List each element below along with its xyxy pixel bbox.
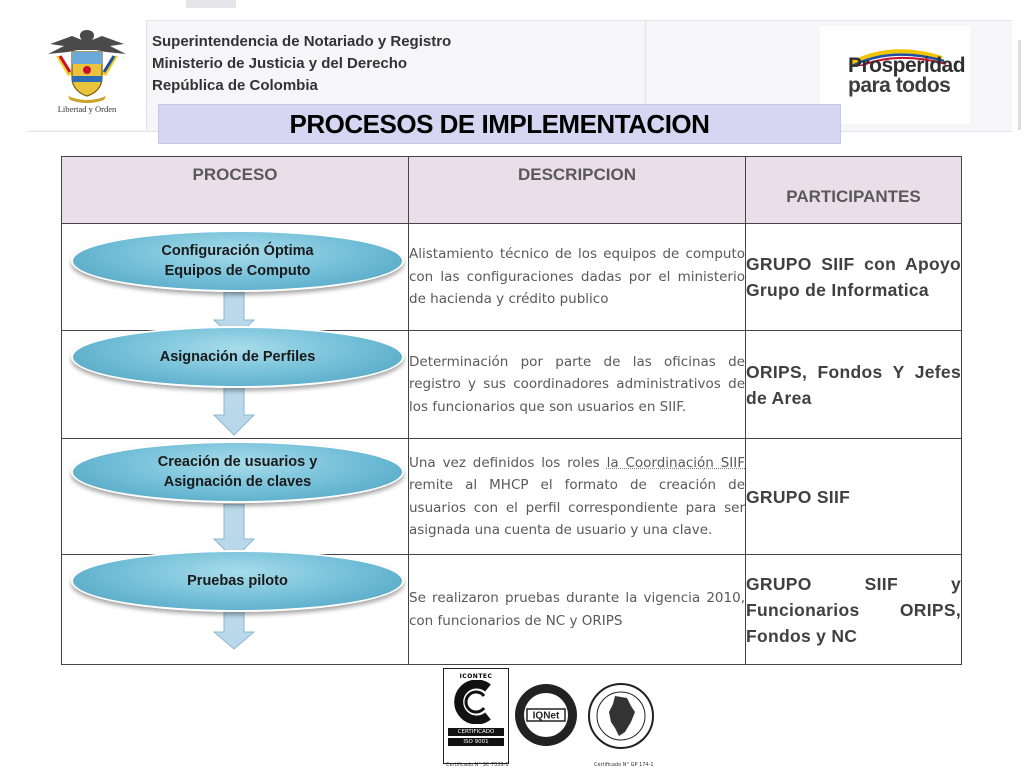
org-line-3: República de Colombia (152, 77, 318, 94)
participantes-cell: GRUPO SIIF (746, 439, 962, 555)
iqnet-text: IQNet (532, 710, 560, 722)
process-oval-perfiles: Asignación de Perfiles (71, 326, 404, 388)
header-proceso: PROCESO (62, 157, 409, 224)
descripcion-part-c: remite al MHCP el formato de creación de usuarios con el perfil correspondiente para ser asignada una cuenta de usuario y una clave. (409, 477, 745, 538)
coordinacion-siif-link: la Coordinación SIIF (606, 454, 745, 471)
org-line-2: Ministerio de Justicia y del Derecho (152, 55, 408, 72)
edge-line (1018, 40, 1021, 130)
header-descripcion: DESCRIPCION (409, 157, 746, 224)
descripcion-part-a: Una vez definidos los roles (409, 454, 607, 471)
descripcion-cell (409, 439, 746, 555)
participantes-cell: GRUPO SIIF y Funcionarios ORIPS, Fondos y NC (746, 555, 962, 665)
colombia-map-seal-icon (587, 682, 655, 750)
org-line-1: Superintendencia de Notariado y Registro (152, 33, 452, 50)
org-lines (152, 31, 451, 97)
icontec-c-icon (444, 680, 508, 724)
participantes-cell: ORIPS, Fondos Y Jefes de Area (746, 331, 962, 439)
iqnet-cert-caption: Certificado N° GP 174-1 (594, 762, 654, 768)
process-oval-configuracion: Configuración Óptima Equipos de Computo (71, 230, 404, 292)
slogan-logo (820, 26, 970, 124)
crest-motto: Libertad y Orden (57, 104, 117, 114)
crest-box (28, 20, 147, 130)
icontec-iso: ISO 9001 (448, 738, 504, 746)
descripcion-cell: Alistamiento técnico de los equipos de computo con las configuraciones dadas por el ministerio de hacienda y crédito publico (409, 224, 746, 331)
colombia-coat-of-arms-icon (42, 26, 132, 104)
iqnet-logo-icon (513, 682, 579, 748)
icontec-badge: CERTIFICADO (448, 728, 504, 736)
icontec-cert-caption: Certificado N° SC 7339-1 (446, 762, 509, 768)
header-participantes: PARTICIPANTES (746, 157, 962, 224)
down-arrow-icon (213, 380, 255, 436)
page-title: PROCESOS DE IMPLEMENTACION (158, 104, 841, 144)
slogan-line-2: para todos (848, 74, 951, 97)
descripcion-cell: Se realizaron pruebas durante la vigencia 2010, con funcionarios de NC y ORIPS (409, 555, 746, 665)
top-tab (186, 0, 236, 8)
down-arrow-icon (213, 608, 255, 650)
process-oval-pruebas: Pruebas piloto (71, 550, 404, 612)
icontec-top-label: ICONTEC (459, 673, 493, 680)
slogan-text (848, 56, 965, 96)
descripcion-cell: Determinación por parte de las oficinas de registro y sus coordinadores administrativos de los funcionarios que son usuarios en SIIF. (409, 331, 746, 439)
process-oval-usuarios: Creación de usuarios y Asignación de claves (71, 441, 404, 503)
slogan-line-1: Prosperidad (848, 54, 966, 77)
table-header-row (62, 157, 962, 224)
participantes-cell: GRUPO SIIF con Apoyo Grupo de Informatica (746, 224, 962, 331)
icontec-logo (443, 668, 509, 764)
